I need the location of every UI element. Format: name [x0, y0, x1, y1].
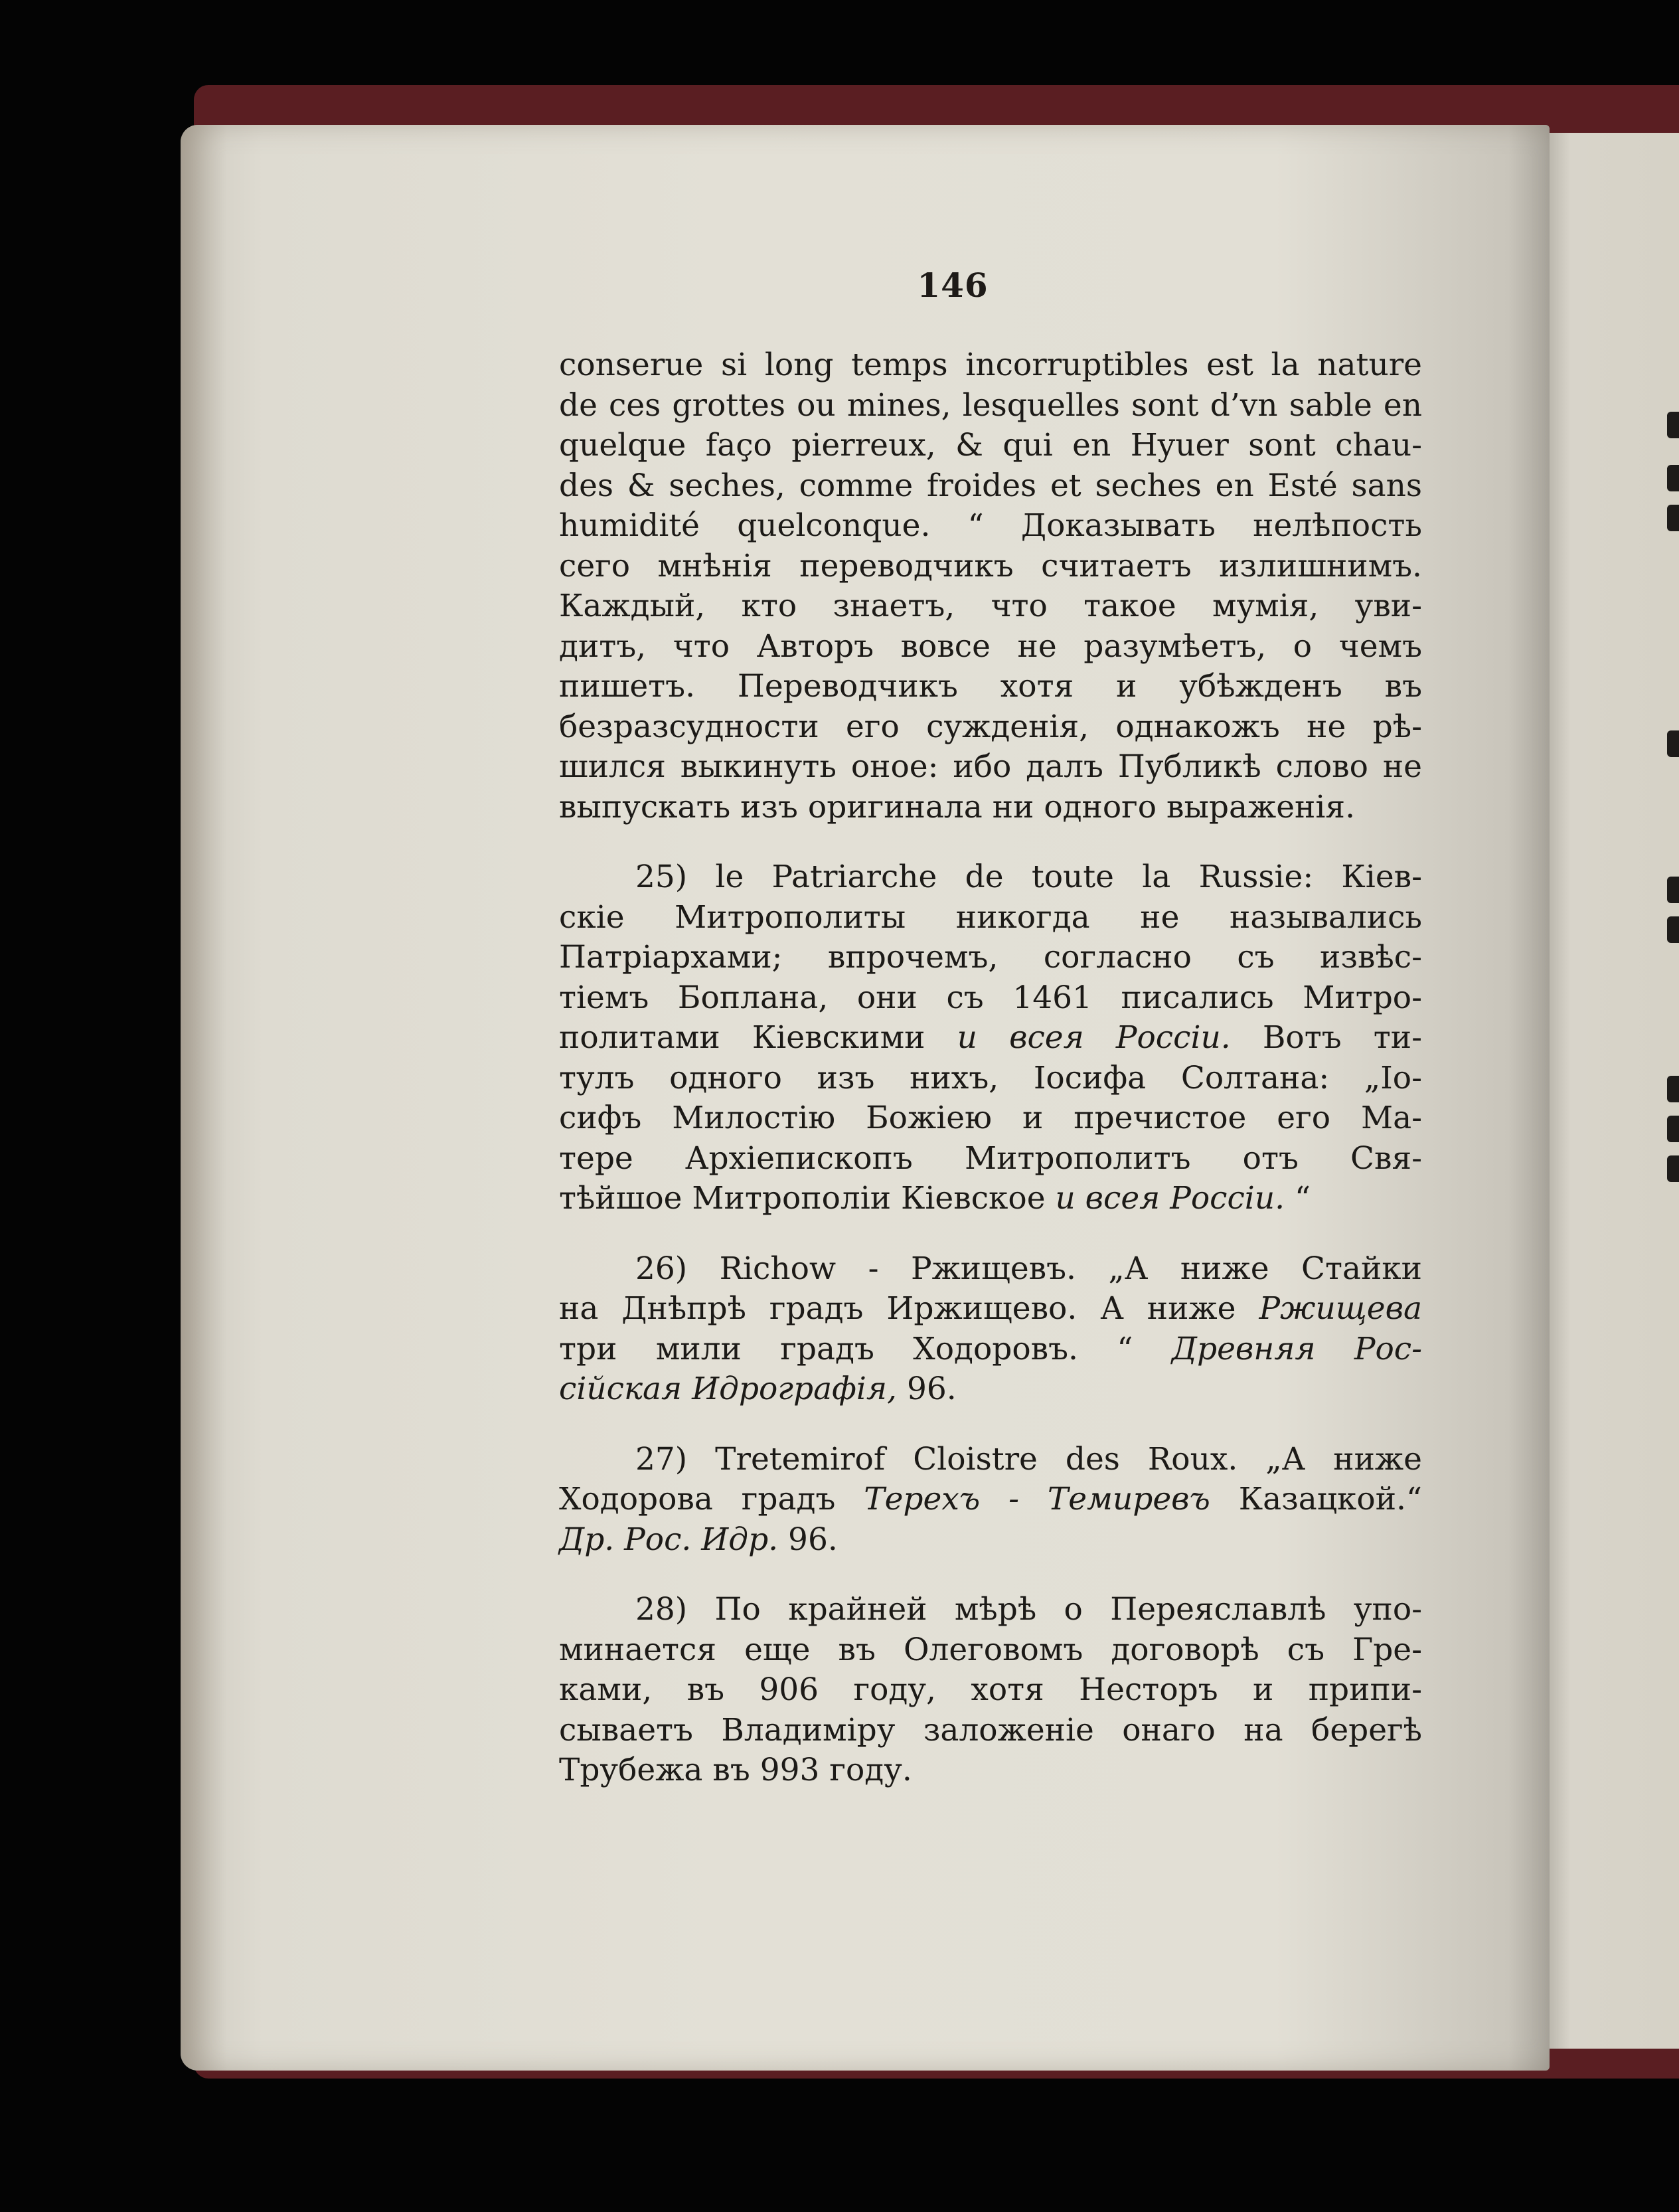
- paragraph-gap: [559, 1410, 1422, 1440]
- text-line: сифъ Милостію Божіею и пречистое его Ма-: [559, 1100, 1422, 1136]
- text-line: три мили градъ Ходоровъ. “ Древняя Рос-: [559, 1330, 1422, 1367]
- text-line: тере Архіепископъ Митрополитъ отъ Свя-: [559, 1140, 1422, 1177]
- text-line: безразсудности его сужденія, однакожъ не рѣ-: [559, 708, 1422, 745]
- text-line: сего мнѣнія переводчикъ считаетъ излишнимъ.: [559, 547, 1422, 584]
- text-line: des & seches, comme froides et seches en Esté sans: [559, 467, 1422, 504]
- page-number: 146: [917, 266, 989, 305]
- next-page-glyph: [1667, 465, 1679, 491]
- next-page-glyph: [1667, 412, 1679, 438]
- next-page-glyph: [1667, 877, 1679, 903]
- text-line: Патріархами; впрочемъ, согласно съ извѣс-: [559, 939, 1422, 976]
- text-line: humidité quelconque. “ Доказывать нелѣпость: [559, 507, 1422, 544]
- text-line: пишетъ. Переводчикъ хотя и убѣжденъ въ: [559, 668, 1422, 705]
- text-line: Др. Рос. Идр. 96.: [559, 1521, 838, 1558]
- next-page-glyph: [1667, 505, 1679, 531]
- text-line: Ходорова градъ Терехъ - Темиревъ Казацкой.“: [559, 1481, 1423, 1517]
- text-line: выпускать изъ оригинала ни одного выраженія.: [559, 788, 1356, 825]
- paragraph-gap: [559, 1560, 1422, 1590]
- next-page-glyph: [1667, 1155, 1679, 1182]
- text-line: сываетъ Владиміру заложеніе онаго на берегѣ: [559, 1711, 1422, 1748]
- footnote-28-line: 28) По крайней мѣрѣ о Переяславлѣ упо-: [635, 1591, 1422, 1628]
- text-line: de ces grottes ou mines, lesquelles sont d’vn sable en: [559, 386, 1422, 424]
- text-line: тіемъ Боплана, они съ 1461 писались Митро-: [559, 979, 1422, 1016]
- text-line: дитъ, что Авторъ вовсе не разумѣетъ, о чемъ: [559, 628, 1422, 665]
- page-gutter-shadow: [181, 125, 227, 2071]
- text-line: скіе Митрополиты никогда не назывались: [559, 898, 1422, 936]
- text-line: Каждый, кто знаетъ, что такое мумія, уви-: [559, 588, 1422, 624]
- text-line: политами Кіевскими и всея Россіи. Вотъ ти-: [559, 1019, 1422, 1056]
- next-page-glyph: [1667, 916, 1679, 943]
- next-page-edge: [1547, 133, 1679, 2049]
- text-line: conserue si long temps incorruptibles est la nature: [559, 347, 1422, 383]
- text-line: минается еще въ Олеговомъ договорѣ съ Гре-: [559, 1631, 1422, 1668]
- text-line: сійская Идрографія, 96.: [559, 1371, 957, 1407]
- paragraph-gap: [559, 827, 1422, 857]
- next-page-glyph: [1667, 1076, 1679, 1102]
- text-line: Трубежа въ 993 году.: [559, 1752, 912, 1788]
- footnote-25-line: 25) le Patriarche de toute la Russie: Кіев-: [635, 859, 1422, 895]
- next-page-glyph: [1667, 730, 1679, 757]
- text-line: на Днѣпрѣ градъ Иржищево. А ниже Ржищева: [559, 1290, 1422, 1327]
- text-line: ками, въ 906 году, хотя Несторъ и припи-: [559, 1671, 1422, 1708]
- page-text: [559, 345, 1422, 1791]
- next-page-glyph: [1667, 1116, 1679, 1142]
- text-line: тулъ одного изъ нихъ, Іосифа Солтана: „Іо-: [559, 1059, 1422, 1096]
- text-line: шился выкинуть оное: ибо далъ Публикѣ слово не: [559, 748, 1422, 785]
- footnote-27-line: 27) Tretemirof Cloistre des Roux. „А ниже: [635, 1440, 1422, 1478]
- text-line: тѣйшое Митрополіи Кіевское и всея Россіи. “: [559, 1180, 1311, 1217]
- footnote-26-line: 26) Richow - Ржищевъ. „А ниже Стайки: [635, 1250, 1422, 1287]
- paragraph-gap: [559, 1219, 1422, 1249]
- text-line: quelque faço pierreux, & qui en Hyuer sont chau-: [559, 427, 1422, 464]
